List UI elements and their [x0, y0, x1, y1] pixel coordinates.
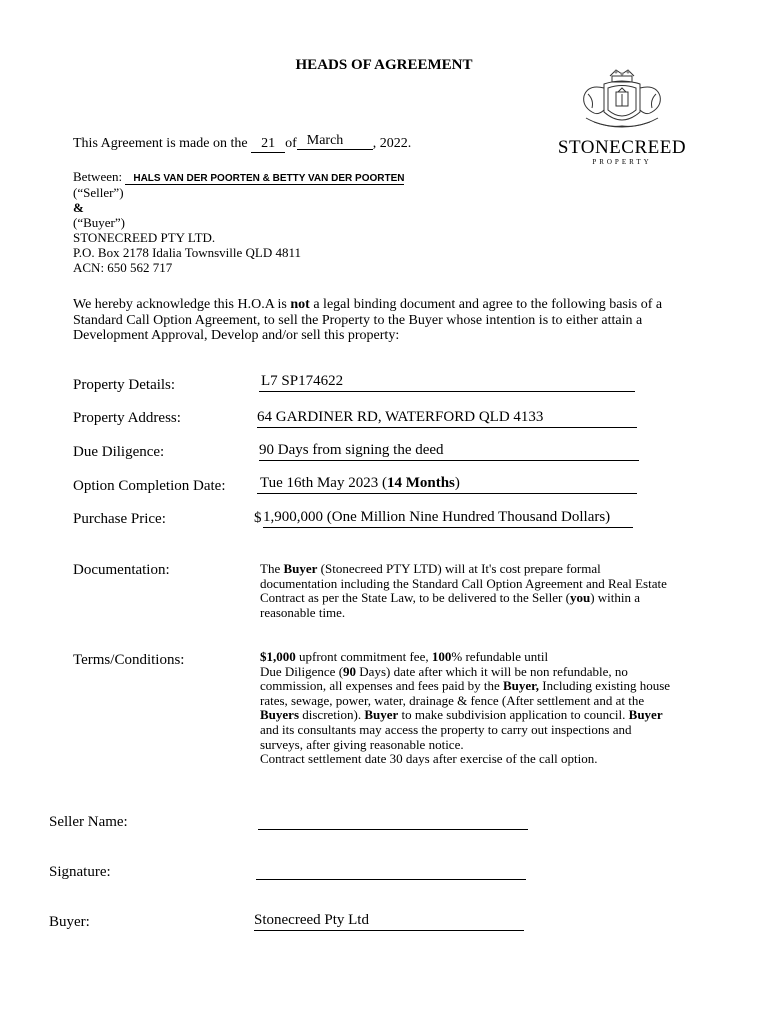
- terms-text: $1,000 upfront commitment fee, 100% refundable until Due Diligence (90 Days) date after which it will be non refundable, no commission, all expenses and fees paid by the Buyer, Including existing house rates, sewage, power, water, drainage & fence (After settlement and at the Buyers discretion). Buyer to make subdivision application to council. Buyer and its consultants may access the property to carry out inspections and surveys, after giving reasonable notice. Contract settlement date 30 days after exercise of the call option.: [260, 649, 671, 767]
- seller-name-line: [258, 810, 528, 830]
- purchase-price-currency: $: [254, 510, 262, 526]
- documentation-label: Documentation:: [73, 562, 170, 578]
- buyer-label: Buyer:: [49, 914, 90, 930]
- acknowledgement-paragraph: We hereby acknowledge this H.O.A is not a legal binding document and agree to the following basis of a Standard Call Option Agreement, to sell the Property to the Buyer whose intention is to either attain a Development Approval, Develop and/or sell this property:: [73, 297, 663, 343]
- property-details-label: Property Details:: [73, 377, 176, 393]
- date-of-word: of: [285, 136, 297, 151]
- date-line-prefix: This Agreement is made on the: [73, 136, 248, 151]
- logo-brand-sub: PROPERTY: [592, 158, 652, 166]
- purchase-price-label: Purchase Price:: [73, 511, 166, 527]
- buyer-address: P.O. Box 2178 Idalia Townsville QLD 4811: [73, 245, 302, 260]
- due-diligence-label: Due Diligence:: [73, 444, 165, 460]
- buyer-signatory-value: Stonecreed Pty Ltd: [254, 911, 524, 931]
- seller-names: HALS VAN DER POORTEN & BETTY VAN DER POORTEN: [125, 173, 404, 185]
- property-details-value: L7 SP174622: [259, 372, 635, 392]
- between-label: Between:: [73, 169, 123, 184]
- crest-icon: [574, 66, 670, 134]
- seller-name-label: Seller Name:: [49, 814, 128, 830]
- agreement-date-line: [73, 133, 412, 153]
- date-day: 21: [251, 136, 285, 153]
- property-address-value: 64 GARDINER RD, WATERFORD QLD 4133: [257, 408, 637, 428]
- date-month: March: [297, 133, 373, 150]
- documentation-text: The Buyer (Stonecreed PTY LTD) will at It's cost prepare formal documentation including the Standard Call Option Agreement and Real Estate Contract as per the State Law, to be delivered to the Seller (you) within a reasonable time.: [260, 561, 667, 620]
- and-symbol: &: [73, 200, 84, 215]
- date-year: , 2022.: [372, 136, 412, 151]
- document-title: HEADS OF AGREEMENT: [295, 57, 473, 73]
- buyer-acn: ACN: 650 562 717: [73, 260, 173, 275]
- option-completion-label: Option Completion Date:: [73, 478, 226, 494]
- signature-label: Signature:: [49, 864, 111, 880]
- seller-role: (“Seller”): [73, 185, 124, 200]
- property-address-label: Property Address:: [73, 410, 181, 426]
- purchase-price-value: 1,900,000 (One Million Nine Hundred Thousand Dollars): [263, 508, 633, 528]
- option-completion-value: Tue 16th May 2023 (14 Months): [257, 474, 637, 494]
- logo-brand-name: STONECREED: [557, 137, 687, 158]
- due-diligence-value: 90 Days from signing the deed: [259, 441, 639, 461]
- terms-label: Terms/Conditions:: [73, 652, 185, 668]
- between-line: [73, 169, 404, 185]
- company-logo: [556, 66, 688, 170]
- signature-line: [256, 860, 526, 880]
- buyer-role: (“Buyer”): [73, 215, 125, 230]
- buyer-company-name: STONECREED PTY LTD.: [73, 230, 216, 245]
